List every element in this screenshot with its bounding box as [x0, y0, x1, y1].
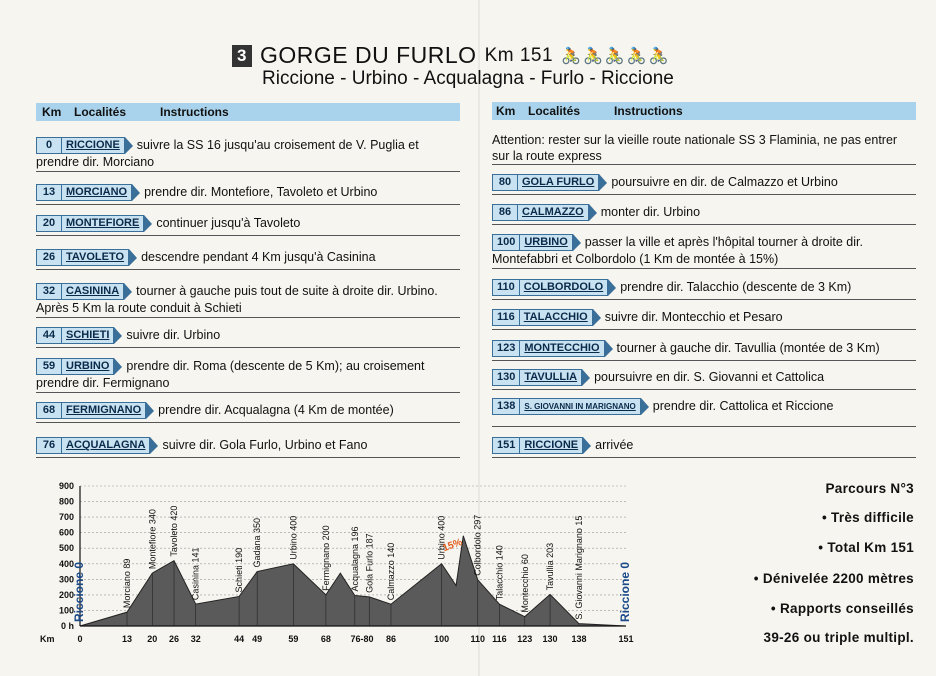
station-label: Fermignano 200: [320, 525, 331, 591]
header-localites: Localités: [528, 104, 581, 118]
header-localites: Localités: [74, 105, 127, 119]
step-instruction: tourner à gauche puis tout de suite à droite dir. Urbino. Après 5 Km la route conduit à Schieti: [36, 284, 438, 316]
location-tag: [36, 184, 132, 201]
location-tag: [492, 398, 641, 415]
step-instruction: suivre la SS 16 jusqu'au croisement de V. Puglia et prendre dir. Morciano: [36, 138, 419, 170]
step-location: FERMIGNANO: [66, 404, 142, 417]
step-location: COLBORDOLO: [523, 281, 604, 294]
step-location: MORCIANO: [66, 186, 128, 199]
step-km: 86: [493, 205, 518, 220]
step-instruction: prendre dir. Montefiore, Tavoleto et Urbino: [144, 185, 378, 199]
step-location: URBINO: [66, 360, 110, 373]
step-instruction: prendre dir. Roma (descente de 5 Km); au croisement prendre dir. Fermignano: [36, 359, 425, 391]
location-tag: [36, 215, 144, 232]
step-km: 100: [493, 235, 520, 250]
step-km: 0: [37, 138, 62, 153]
step-km: 20: [37, 216, 62, 231]
step-km: 13: [37, 185, 62, 200]
elevation-profile-svg: [36, 480, 636, 650]
step-instruction: passer la ville et après l'hôpital tourner à droite dir. Montefabbri et Colbordolo (1 Km de montée à 15%): [492, 235, 863, 267]
step-instruction: suivre dir. Gola Furlo, Urbino et Fano: [162, 438, 368, 452]
step-km: 116: [493, 310, 520, 325]
station-label: Tavullia 203: [545, 542, 556, 591]
step-location: MONTEFIORE: [66, 217, 140, 230]
step-location: TALACCHIO: [523, 311, 588, 324]
step-location: TAVOLETO: [66, 251, 125, 264]
y-tick-label: 800: [58, 496, 74, 507]
step-location: GOLA FURLO: [522, 176, 595, 189]
station-label: Gadana 350: [252, 518, 263, 568]
station-label: Gola Furlo 187: [364, 533, 375, 593]
step-location: CASININA: [66, 285, 120, 298]
step-km: 76: [37, 438, 62, 453]
step-instruction: continuer jusqu'à Tavoleto: [156, 216, 301, 230]
route-step-row: [492, 234, 916, 269]
step-location: RICCIONE: [66, 139, 120, 152]
route-subtitle: Riccione - Urbino - Acqualagna - Furlo - Riccione: [262, 68, 674, 89]
summary-line: • Très difficile: [821, 510, 914, 525]
step-km: 110: [493, 280, 520, 295]
route-step-row: [492, 204, 916, 225]
x-tick-label: 44: [234, 634, 245, 644]
step-instruction: poursuivre en dir. S. Giovanni et Cattolica: [594, 370, 825, 384]
location-tag: [492, 309, 593, 326]
header-instructions: Instructions: [160, 105, 229, 119]
attention-note: Attention: rester sur la vieille route nationale SS 3 Flaminia, ne pas entrer sur la route express: [492, 132, 916, 165]
y-tick-label: 400: [58, 558, 74, 569]
station-label: Urbino 400: [288, 515, 299, 560]
step-instruction: descendre pendant 4 Km jusqu'à Casinina: [141, 250, 376, 264]
location-tag: [492, 279, 608, 296]
step-instruction: arrivée: [595, 438, 634, 452]
location-tag: [36, 249, 129, 266]
station-label: Montefiore 340: [147, 509, 158, 570]
route-km: Km 151: [484, 44, 554, 66]
step-km: 151: [493, 438, 520, 453]
header-km: Km: [42, 105, 62, 119]
station-label: Riccione 0: [72, 561, 86, 622]
location-tag: [492, 437, 583, 454]
x-tick-label: 0: [77, 634, 83, 644]
route-step-row: [36, 137, 460, 172]
step-km: 123: [493, 341, 520, 356]
right-table-header: [492, 102, 916, 120]
x-axis-label: Km: [40, 634, 55, 644]
x-tick-label: 59: [288, 634, 299, 644]
y-tick-label: 700: [58, 512, 74, 523]
step-instruction: suivre dir. Urbino: [126, 328, 221, 342]
step-instruction: poursuivre en dir. de Calmazzo et Urbino: [611, 175, 838, 189]
location-tag: [36, 358, 114, 375]
station-label: Calmazzo 140: [385, 542, 396, 601]
difficulty-bikes-icon: 🚴🚴🚴🚴🚴: [561, 47, 671, 65]
step-location: SCHIETI: [66, 329, 110, 342]
location-tag: [36, 283, 124, 300]
station-label: Casinina 141: [190, 547, 201, 601]
grade-label: 15%: [441, 536, 464, 555]
x-tick-label: 86: [385, 634, 396, 644]
summary-line: • Dénivelée 2200 mètres: [753, 571, 914, 586]
y-tick-label: 300: [58, 574, 74, 585]
step-instruction: prendre dir. Cattolica et Riccione: [652, 399, 834, 413]
x-tick-label: 20: [147, 634, 158, 644]
step-instruction: monter dir. Urbino: [600, 205, 701, 219]
station-label: Riccione 0: [618, 561, 632, 622]
y-tick-label: 500: [58, 543, 74, 554]
x-tick-label: 116: [492, 634, 507, 644]
x-tick-label: 151: [618, 634, 634, 644]
step-km: 26: [37, 250, 62, 265]
route-step-row: [492, 340, 916, 361]
station-label: Montecchio 60: [519, 554, 530, 613]
route-name: GORGE DU FURLO: [260, 42, 477, 68]
y-tick-label: 0 h: [60, 621, 74, 631]
x-tick-label: 32: [190, 634, 201, 644]
step-km: 68: [37, 403, 62, 418]
station-label: Acqualagna 196: [349, 526, 360, 592]
summary-title: Parcours N°3: [825, 481, 914, 496]
x-tick-label: 138: [571, 634, 587, 644]
location-tag: [492, 369, 582, 386]
station-label: Schieti 190: [234, 547, 245, 593]
route-step-row: [492, 174, 916, 195]
left-table-header: [36, 103, 460, 121]
step-km: 59: [37, 359, 62, 374]
route-step-row: [36, 249, 460, 270]
route-step-row: [492, 437, 916, 458]
x-tick-label: 100: [434, 634, 450, 644]
route-step-row: [36, 184, 460, 205]
summary-line: 39-26 ou triple multipl.: [763, 630, 914, 645]
x-tick-label: 26: [169, 634, 180, 644]
step-instruction: tourner à gauche dir. Tavullia (montée de 3 Km): [616, 341, 880, 355]
station-label: S. Giovanni Marignano 15: [573, 515, 584, 620]
route-step-row: [36, 402, 460, 423]
x-tick-label: 110: [470, 634, 486, 644]
x-tick-label: 13: [121, 634, 133, 644]
step-km: 138: [493, 399, 520, 414]
step-instruction: prendre dir. Acqualagna (4 Km de montée): [158, 403, 394, 417]
location-tag: [492, 340, 605, 357]
route-title: [232, 42, 671, 69]
station-label: Urbino 400: [436, 515, 447, 560]
step-km: 80: [493, 175, 518, 190]
route-step-row: [36, 358, 460, 393]
y-tick-label: 900: [58, 481, 74, 491]
y-tick-label: 600: [58, 527, 74, 538]
route-step-row: [36, 215, 460, 236]
route-step-row: [36, 327, 460, 348]
step-location: URBINO: [524, 236, 568, 249]
summary-line: • Total Km 151: [818, 540, 914, 555]
x-tick-label: 123: [517, 634, 533, 644]
step-location: ACQUALAGNA: [66, 439, 146, 452]
route-number: 3: [232, 45, 252, 67]
station-label: Tavoleto 420: [169, 505, 180, 557]
step-instruction: prendre dir. Talacchio (descente de 3 Km): [620, 280, 852, 294]
y-tick-label: 200: [58, 589, 74, 600]
header-instructions: Instructions: [614, 104, 683, 118]
route-step-row: [492, 309, 916, 330]
step-location: S. GIOVANNI IN MARIGNANO: [524, 402, 636, 412]
step-location: RICCIONE: [524, 439, 579, 452]
step-km: 44: [37, 328, 62, 343]
route-step-row: [492, 398, 916, 427]
location-tag: [36, 327, 114, 344]
location-tag: [36, 437, 150, 454]
route-step-row: [36, 437, 460, 458]
step-location: MONTECCHIO: [524, 342, 600, 355]
step-instruction: suivre dir. Montecchio et Pesaro: [604, 310, 783, 324]
step-km: 32: [37, 284, 62, 299]
station-label: Talacchio 140: [494, 545, 505, 601]
location-tag: [492, 174, 599, 191]
header-km: Km: [496, 104, 516, 118]
location-tag: [492, 234, 573, 251]
route-step-row: [492, 279, 916, 300]
location-tag: [36, 402, 146, 419]
step-km: 130: [493, 370, 520, 385]
location-tag: [36, 137, 125, 154]
station-label: Morciano 89: [122, 558, 133, 609]
route-step-row: [36, 283, 460, 318]
y-tick-label: 100: [58, 605, 74, 616]
x-tick-label: 130: [542, 634, 558, 644]
summary-line: • Rapports conseillés: [770, 601, 914, 616]
station-label: Colbordolo 297: [472, 514, 483, 576]
route-step-row: [492, 369, 916, 390]
location-tag: [492, 204, 589, 221]
x-tick-label: 76-80: [350, 634, 374, 644]
step-location: TAVULLIA: [524, 371, 578, 384]
elevation-profile-chart: [36, 480, 636, 655]
step-location: CALMAZZO: [522, 206, 584, 219]
x-tick-label: 49: [252, 634, 263, 644]
x-tick-label: 68: [320, 634, 331, 644]
